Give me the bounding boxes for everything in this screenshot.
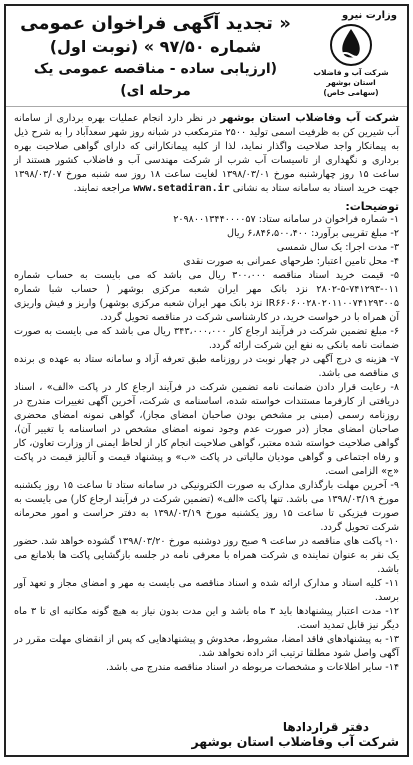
company-name-line1: شرکت آب و فاضلاب bbox=[313, 68, 389, 77]
intro-paragraph bbox=[6, 107, 407, 198]
issuer-name: شرکت آب وفاضلاب استان بوشهر bbox=[191, 734, 399, 749]
list-item: ۳- مدت اجرا: یک سال شمسی bbox=[276, 242, 399, 253]
list-item: ۵- قیمت خرید اسناد مناقصه ۳۰۰،۰۰۰ ریال می باشد که می بایست به حساب شماره ۰۱۱-۷۴۱۲۹۳-۵-۲۸۰۲ نزد بانک مهر ایران شعبه مرکزی بوشهر ( حساب شبا شماره IR۶۶۰۶۰۰۲۸۰۲۰۱۱۰۰۷۴۱۲۹۳۰۰۵ نزد بانک مهر ایران شعبه مرکزی بوشهر) واریز و فیش واریزی آن همراه با در خواست خرید، در کارشناسی شرکت در مناقصه تحویل گردد. bbox=[14, 270, 399, 323]
list-item: ۶- مبلغ تضمین شرکت در فرآیند ارجاع کار ۳۴۳،۰۰۰،۰۰۰ ریال می باشد که می بایست به صورت ضمانت نامه بانکی به نفع این شرکت ارائه گردد. bbox=[14, 326, 399, 351]
company-name-line3: (سهامی خاص) bbox=[323, 88, 379, 97]
notes-list bbox=[6, 213, 407, 675]
website-link[interactable]: www.setadiran.ir bbox=[133, 183, 230, 194]
notes-title: توضیحات: bbox=[345, 200, 399, 213]
company-name-line2: استان بوشهر bbox=[326, 78, 376, 87]
list-item: ۱۲- مدت اعتبار پیشنهادها باید ۳ ماه باشد و این مدت بدون نیاز به هیچ گونه مکاتبه ای تا ۳ ماه دیگر نیز قابل تمدید است. bbox=[14, 606, 399, 631]
intro-tail: مراجعه نمایند. bbox=[73, 183, 131, 194]
list-item: ۸- رعایت قرار دادن ضمانت نامه تضمین شرکت در فرآیند ارجاع کار در پاکت «الف» ، اسناد دریافتی از کارفرما مستندات خواسته شده، اساسنامه ی شرکت، آخرین آگهی تغییرات مندرج در روزنامه رسمی (مبنی بر مشخص بودن صاحبان امضای مجاز)، گواهی نمونه امضای محضری صاحبان امضای مجاز (در صورت عدم وجود نمونه امضای مشخص در اساسنامه یا تغییر آن)، گواهی صلاحیت خواسته شده معتبر، گواهی صلاحیت انجام کار از لحاظ ایمنی از وزارت تعاون، کار و رفاه اجتماعی و گواهی مودیان مالیاتی در پاکت «ب» و پیشنهاد قیمت و آنالیز قیمت در پاکت «ج» الزامی است. bbox=[14, 382, 399, 477]
signature-block bbox=[14, 720, 399, 749]
list-item: ۱- شماره فراخوان در سامانه ستاد: ۲۰۹۸۰۰۱۳۴۴۰۰۰۰۵۷ bbox=[173, 214, 399, 225]
ministry-name: وزارت نیرو bbox=[342, 10, 397, 21]
notice-title: « تجدید آگهی فراخوان عمومی bbox=[20, 13, 291, 34]
intro-text: در نظر دارد انجام عملیات بهره برداری از سامانه آب شیرین کن به ظرفیت اسمی تولید ۲۵۰۰ مترمکعب در شبانه روز شهر سعدآباد را به شرح ذیل به پیمانکار واجد صلاحیت واگذار نماید، لذا از کلیه پیمانکارانی که دارای گواهی صلاحیت بهره برداری و نگهداری از تاسیسات آب شرب از شرکت مهندسی آب و فاضلاب کشور هستند از ساعت ۱۵ روز چهارشنبه مورخ ۱۳۹۸/۰۳/۰۱ لغایت ساعت ۱۸ روز سه شنبه مورخ ۱۳۹۸/۰۳/۰۷ جهت خرید اسناد به سامانه ستاد به نشانی bbox=[14, 113, 399, 194]
notice-subtitle: (ارزیابی ساده - مناقصه عمومی یک مرحله ای) bbox=[33, 61, 278, 99]
title-block bbox=[12, 12, 299, 102]
list-item: ۱۳- به پیشنهادهای فاقد امضا، مشروط، مخدوش و پیشنهادهایی که پس از انقضای مهلت مقرر در آگهی واصل شود مطلقا ترتیب اثر داده نخواهد شد. bbox=[14, 634, 399, 659]
notice-header bbox=[6, 6, 407, 107]
list-item: ۷- هزینه ی درج آگهی در چهار نوبت در روزنامه طبق تعرفه آزاد و سامانه ستاد به عهده ی برنده ی مناقصه می باشد. bbox=[14, 354, 399, 379]
list-item: ۹- آخرین مهلت بارگذاری مدارک به صورت الکترونیکی در سامانه ستاد تا ساعت ۱۵ روز یکشنبه مورخ ۱۳۹۸/۰۳/۱۹ می باشد. تنها پاکت «الف» (تضمین شرکت در فرآیند ارجاع کار) می بایست به صورت فیزیکی تا ساعت ۱۵ روز یکشنبه مورخ ۱۳۹۸/۰۳/۱۹ به دفتر حراست و امور محرمانه شرکت تحویل گردد. bbox=[14, 480, 399, 533]
list-item: ۱۱- کلیه اسناد و مدارک ارائه شده و اسناد مناقصه می بایست به مهر و امضای مجاز و تعهد آور برسد. bbox=[14, 578, 399, 603]
list-item: ۱۰- پاکت های مناقصه در ساعت ۹ صبح روز دوشنبه مورخ ۱۳۹۸/۰۳/۲۰ گشوده خواهد شد. حضور یک نفر به عنوان نماینده ی شرکت همراه با معرفی نامه در جلسه بازگشایی پاکت ها بلامانع می باشد. bbox=[14, 536, 399, 575]
department-name: دفتر قراردادها bbox=[282, 720, 369, 734]
company-logo-icon bbox=[329, 23, 373, 67]
list-item: ۱۴- سایر اطلاعات و مشخصات مربوطه در اسناد مناقصه مندرج می باشد. bbox=[105, 662, 399, 673]
list-item: ۴- محل تامین اعتبار: طرحهای عمرانی به صورت نقدی bbox=[183, 256, 399, 267]
tender-notice bbox=[4, 4, 409, 757]
list-item: ۲- مبلغ تقریبی برآورد: ۶،۸۴۶،۵۰۰،۴۰۰ ریال bbox=[227, 228, 399, 239]
notice-number: شماره ۹۷/۵۰ » (نوبت اول) bbox=[49, 37, 262, 56]
intro-company: شرکت آب وفاضلاب استان بوشهر bbox=[220, 112, 399, 124]
company-logo-block bbox=[301, 10, 401, 98]
